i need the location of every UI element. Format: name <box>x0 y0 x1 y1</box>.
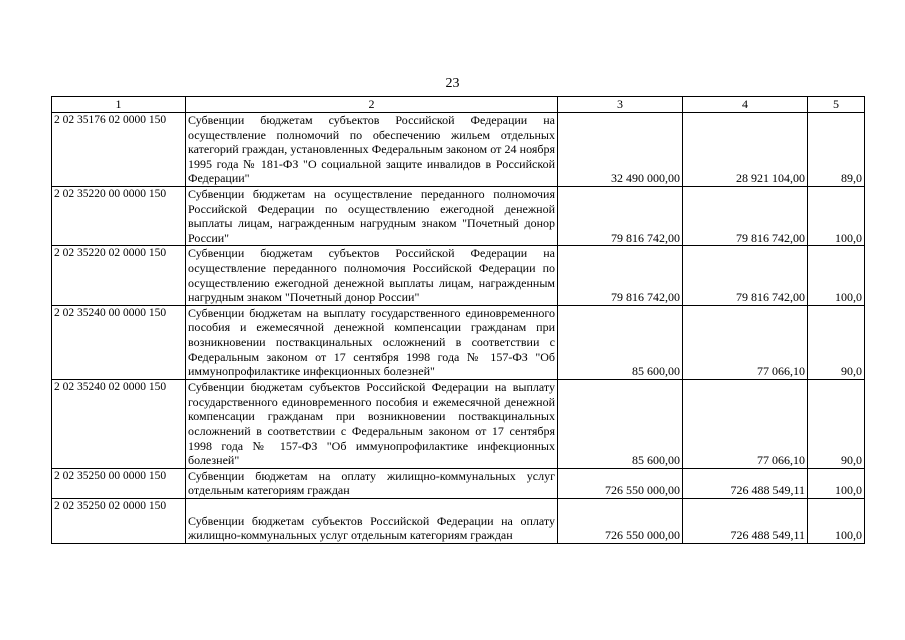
table-row <box>52 498 865 543</box>
plan-amount: 85 600,00 <box>558 379 683 468</box>
table-row <box>52 305 865 379</box>
execution-percent: 89,0 <box>808 113 865 187</box>
budget-revenue-table <box>51 96 865 544</box>
execution-percent: 100,0 <box>808 187 865 246</box>
column-header-4: 4 <box>683 97 808 113</box>
plan-amount: 79 816 742,00 <box>558 246 683 305</box>
revenue-name: Субвенции бюджетам на оплату жилищно-коммунальных услуг отдельным категориям граждан <box>186 468 558 498</box>
plan-amount: 79 816 742,00 <box>558 187 683 246</box>
execution-percent: 100,0 <box>808 246 865 305</box>
plan-amount: 85 600,00 <box>558 305 683 379</box>
column-header-5: 5 <box>808 97 865 113</box>
budget-code: 2 02 35176 02 0000 150 <box>52 113 186 187</box>
actual-amount: 77 066,10 <box>683 379 808 468</box>
table-row <box>52 379 865 468</box>
actual-amount: 726 488 549,11 <box>683 468 808 498</box>
table-row <box>52 113 865 187</box>
plan-amount: 726 550 000,00 <box>558 468 683 498</box>
revenue-name: Субвенции бюджетам на осуществление переданного полномочия Российской Федерации по осуществлению ежегодной денежной выплаты лицам, награжденным нагрудным знаком "Почетный донор России" <box>186 187 558 246</box>
revenue-name: Субвенции бюджетам на выплату государственного единовременного пособия и ежемесячной денежной компенсации гражданам при возникновении поствакцинальных осложнений в соответствии с Федеральным законом от 17 сентября 1998 года № 157-ФЗ "Об иммунопрофилактике инфекционных болезней" <box>186 305 558 379</box>
table-row <box>52 187 865 246</box>
revenue-name: Субвенции бюджетам субъектов Российской Федерации на осуществление переданного полномочия Российской Федерации по осуществлению ежегодной денежной выплаты лицам, награжденным нагрудным знаком "Почетный донор России" <box>186 246 558 305</box>
budget-code: 2 02 35240 02 0000 150 <box>52 379 186 468</box>
revenue-name: Субвенции бюджетам субъектов Российской Федерации на оплату жилищно-коммунальных услуг отдельным категориям граждан <box>186 498 558 543</box>
revenue-name: Субвенции бюджетам субъектов Российской Федерации на выплату государственного единовременного пособия и ежемесячной денежной компенсации гражданам при возникновении поствакцинальных осложнений в соответствии с Федеральным законом от 17 сентября 1998 года № 157-ФЗ "Об иммунопрофилактике инфекционных болезней" <box>186 379 558 468</box>
budget-code: 2 02 35250 02 0000 150 <box>52 498 186 543</box>
budget-code: 2 02 35220 02 0000 150 <box>52 246 186 305</box>
actual-amount: 726 488 549,11 <box>683 498 808 543</box>
page-number: 23 <box>445 76 460 91</box>
table-row <box>52 468 865 498</box>
plan-amount: 726 550 000,00 <box>558 498 683 543</box>
revenue-name: Субвенции бюджетам субъектов Российской Федерации на осуществление полномочий по обеспечению жильем отдельных категорий граждан, установленных Федеральным законом от 24 ноября 1995 года № 181-ФЗ "О социальной защите инвалидов в Российской Федерации" <box>186 113 558 187</box>
column-header-1: 1 <box>52 97 186 113</box>
actual-amount: 79 816 742,00 <box>683 187 808 246</box>
actual-amount: 28 921 104,00 <box>683 113 808 187</box>
table-header-row <box>52 97 865 113</box>
table-row <box>52 246 865 305</box>
execution-percent: 90,0 <box>808 305 865 379</box>
actual-amount: 79 816 742,00 <box>683 246 808 305</box>
execution-percent: 100,0 <box>808 498 865 543</box>
budget-code: 2 02 35250 00 0000 150 <box>52 468 186 498</box>
execution-percent: 90,0 <box>808 379 865 468</box>
budget-code: 2 02 35220 00 0000 150 <box>52 187 186 246</box>
column-header-3: 3 <box>558 97 683 113</box>
plan-amount: 32 490 000,00 <box>558 113 683 187</box>
budget-code: 2 02 35240 00 0000 150 <box>52 305 186 379</box>
column-header-2: 2 <box>186 97 558 113</box>
execution-percent: 100,0 <box>808 468 865 498</box>
actual-amount: 77 066,10 <box>683 305 808 379</box>
